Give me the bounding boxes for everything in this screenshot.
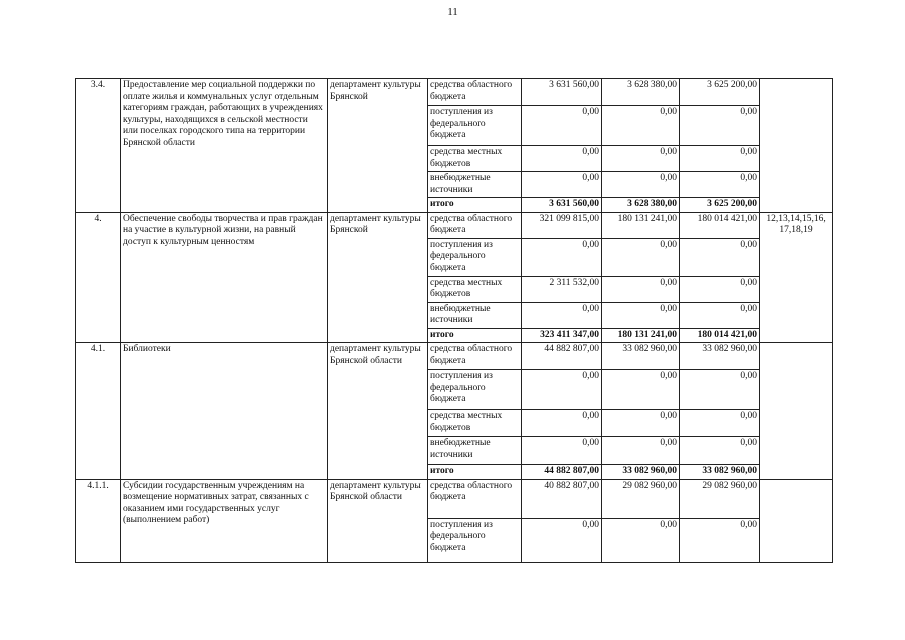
amount-year-3: 3 625 200,00 — [680, 79, 760, 106]
funding-source: внебюджетные источники — [428, 437, 522, 465]
amount-year-3: 180 014 421,00 — [680, 212, 760, 238]
amount-year-1: 2 311 532,00 — [522, 276, 602, 302]
funding-source: итого — [428, 198, 522, 213]
amount-year-2: 0,00 — [602, 410, 680, 437]
amount-year-2: 0,00 — [602, 437, 680, 465]
item-name: Обеспечение свободы творчества и прав граждан на участие в культурной жизни, на равный доступ к культурным ценностям — [121, 212, 328, 343]
amount-year-1: 321 099 815,00 — [522, 212, 602, 238]
amount-year-3: 29 082 960,00 — [680, 479, 760, 518]
amount-year-3: 0,00 — [680, 276, 760, 302]
amount-year-3: 0,00 — [680, 172, 760, 198]
amount-year-3: 0,00 — [680, 106, 760, 146]
amount-year-1: 3 631 560,00 — [522, 198, 602, 213]
item-executor: департамент культуры Брянской — [328, 212, 428, 343]
item-name: Библиотеки — [121, 343, 328, 480]
item-executor: департамент культуры Брянской — [328, 79, 428, 213]
amount-year-2: 0,00 — [602, 238, 680, 276]
amount-year-2: 0,00 — [602, 370, 680, 410]
funding-source: поступления из федерального бюджета — [428, 106, 522, 146]
amount-year-1: 0,00 — [522, 106, 602, 146]
funding-row — [76, 212, 833, 238]
funding-row — [76, 479, 833, 518]
amount-year-3: 0,00 — [680, 146, 760, 172]
amount-year-3: 0,00 — [680, 302, 760, 328]
amount-year-3: 33 082 960,00 — [680, 465, 760, 480]
funding-source: средства областного бюджета — [428, 343, 522, 370]
amount-year-2: 0,00 — [602, 276, 680, 302]
amount-year-3: 0,00 — [680, 238, 760, 276]
item-name: Субсидии государственным учреждениям на возмещение нормативных затрат, связанных с оказанием ими государственных услуг (выполнением работ) — [121, 479, 328, 562]
amount-year-2: 29 082 960,00 — [602, 479, 680, 518]
item-executor: департамент культуры Брянской области — [328, 343, 428, 480]
target-indicators — [760, 343, 833, 480]
funding-source: поступления из федерального бюджета — [428, 238, 522, 276]
amount-year-3: 0,00 — [680, 370, 760, 410]
amount-year-1: 323 411 347,00 — [522, 328, 602, 343]
funding-source: поступления из федерального бюджета — [428, 518, 522, 562]
funding-source: средства местных бюджетов — [428, 146, 522, 172]
amount-year-2: 33 082 960,00 — [602, 465, 680, 480]
funding-source: внебюджетные источники — [428, 302, 522, 328]
funding-source: средства местных бюджетов — [428, 276, 522, 302]
amount-year-2: 0,00 — [602, 172, 680, 198]
item-number: 4. — [76, 212, 121, 343]
funding-row — [76, 79, 833, 106]
amount-year-1: 44 882 807,00 — [522, 465, 602, 480]
amount-year-2: 0,00 — [602, 302, 680, 328]
item-number: 4.1. — [76, 343, 121, 480]
amount-year-3: 180 014 421,00 — [680, 328, 760, 343]
item-name: Предоставление мер социальной поддержки по оплате жилья и коммунальных услуг отдельным категориям граждан, работающих в учреждениях культуры, находящихся в сельской местности или поселках городского типа на территории Брянской области — [121, 79, 328, 213]
page-number: 11 — [447, 6, 458, 18]
funding-source: поступления из федерального бюджета — [428, 370, 522, 410]
budget-table — [75, 78, 833, 563]
amount-year-1: 0,00 — [522, 238, 602, 276]
target-indicators — [760, 479, 833, 562]
amount-year-2: 3 628 380,00 — [602, 198, 680, 213]
funding-source: итого — [428, 328, 522, 343]
amount-year-3: 0,00 — [680, 410, 760, 437]
amount-year-1: 0,00 — [522, 437, 602, 465]
amount-year-1: 0,00 — [522, 410, 602, 437]
funding-source: итого — [428, 465, 522, 480]
target-indicators — [760, 79, 833, 213]
amount-year-3: 33 082 960,00 — [680, 343, 760, 370]
amount-year-1: 0,00 — [522, 172, 602, 198]
amount-year-3: 3 625 200,00 — [680, 198, 760, 213]
funding-source: средства областного бюджета — [428, 212, 522, 238]
funding-source: средства областного бюджета — [428, 479, 522, 518]
budget-table-body — [76, 79, 833, 563]
amount-year-2: 3 628 380,00 — [602, 79, 680, 106]
item-executor: департамент культуры Брянской области — [328, 479, 428, 562]
item-number: 4.1.1. — [76, 479, 121, 562]
amount-year-2: 180 131 241,00 — [602, 212, 680, 238]
item-number: 3.4. — [76, 79, 121, 213]
amount-year-2: 0,00 — [602, 106, 680, 146]
amount-year-1: 44 882 807,00 — [522, 343, 602, 370]
funding-source: средства областного бюджета — [428, 79, 522, 106]
funding-source: средства местных бюджетов — [428, 410, 522, 437]
amount-year-1: 40 882 807,00 — [522, 479, 602, 518]
amount-year-2: 33 082 960,00 — [602, 343, 680, 370]
amount-year-1: 0,00 — [522, 518, 602, 562]
amount-year-2: 180 131 241,00 — [602, 328, 680, 343]
amount-year-2: 0,00 — [602, 518, 680, 562]
amount-year-2: 0,00 — [602, 146, 680, 172]
target-indicators: 12,13,14,15,16, 17,18,19 — [760, 212, 833, 343]
amount-year-1: 0,00 — [522, 370, 602, 410]
amount-year-3: 0,00 — [680, 437, 760, 465]
amount-year-3: 0,00 — [680, 518, 760, 562]
funding-row — [76, 343, 833, 370]
amount-year-1: 0,00 — [522, 302, 602, 328]
funding-source: внебюджетные источники — [428, 172, 522, 198]
amount-year-1: 3 631 560,00 — [522, 79, 602, 106]
amount-year-1: 0,00 — [522, 146, 602, 172]
